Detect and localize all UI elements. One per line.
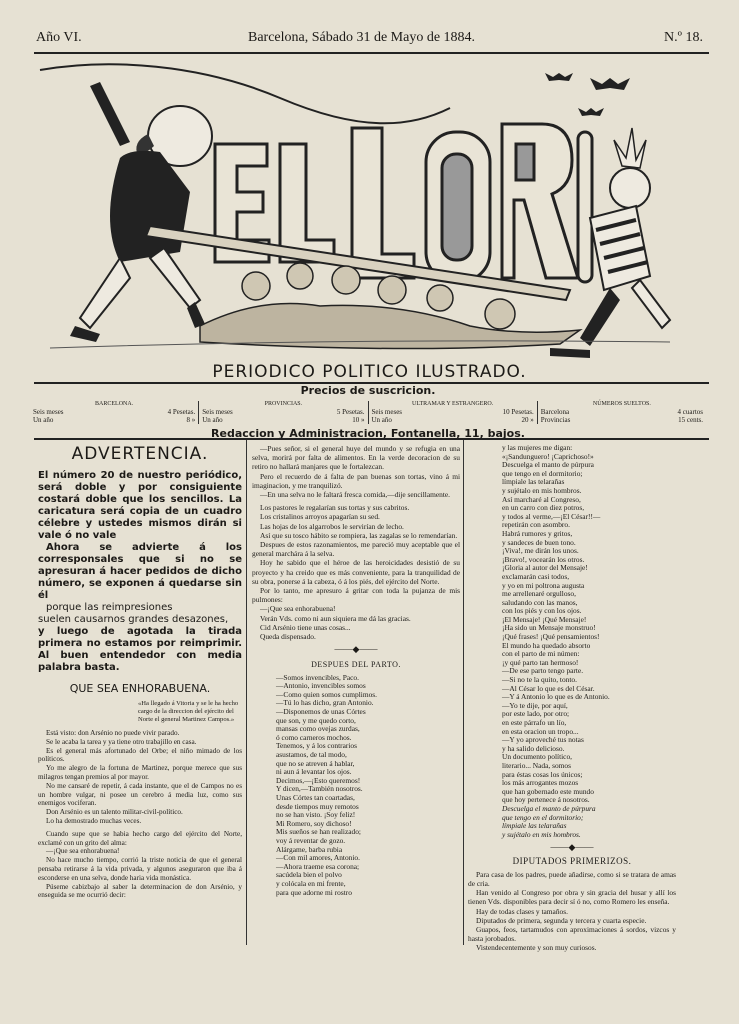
address-line: Redaccion y Administracion, Fontanella, 11, bajos.: [211, 427, 525, 440]
parrot-man-figure: [70, 82, 212, 342]
subscription-col-sueltos: NÚMEROS SUELTOS. Barcelona 4 cuartos Provincias 15 cents.: [540, 401, 703, 424]
crushed-figures: [200, 263, 580, 349]
diputados-heading: DIPUTADOS PRIMERIZOS.: [512, 855, 632, 866]
ornament-divider-icon: ——◆——: [334, 644, 378, 655]
bat-icon: [578, 108, 604, 116]
masthead-title-hidden: EL LORO: [318, 276, 323, 277]
column-divider: [463, 440, 464, 945]
issue-number: N.º 18.: [664, 30, 703, 45]
column-2: —Pues señor, si el general huye del mundo y se refugia en una selva, morirá por falta de alimentos. En la verde decoracion de su retiro no hallará manjares que le fortalezcan. Pero el recuerdo de á falta de pan buenas son tortas, vino á mi imaginacion, y me tranquilizó. —En una selva no le faltará fresca comida,—dije sencillamente. Los pastores le regalarían sus tortas y sus cabritos. Los cristalinos arroyos apagarían su sed. Las hojas de los algarrobos le servirían de lecho. Así que su tosco hábito se rompiera, las zagalas se lo remendarían. Despues de estos razonamientos, me pareció muy aceptable que el general marchára á la selva. Hoy he sabido que el héroe de las heroicidades desistió de su proyecto y ha creido que es más conveniente, para la tranquilidad de su obra, ponerse á la cabeza, ó á los piés, del ejército del Norte. Por lo tanto, me apresuro á gritar con toda la pujanza de mis pulmones: —¡Que sea enhorabuena! Verán Vds. como ni aun siquiera me dá las gracias. Cid Arsénio tiene unas cosas... Queda dispensado. ——◆—— DESPUES DEL PARTO. —Somos invencibles, Paco. —Antonio, invencibles somos —Como quien somos cumplimos. —Tú lo has dicho, gran Antonio. —Disponemos de unas Córtes que son, y me quedo corto, mansas como ovejas zurdas, ó como carneros mochos. Tenemos, y á los contrarios asustamos, de tal modo, que no se atreven á hablar, ni aun á levantar los ojos. Decimos,—¡Esto queremos! Y dicen,—También nosotros. Unas Córtes tan coartadas, desde tiempos muy remotos no se han visto. ¡Soy feliz! Mi Romero, soy dichoso! Mis sueños se han realizado; voy á reventar de gozo. Alárgame, barba rubia —Con mil amores, Antonio. —Ahora traeme esa corona; sacúdela bien el polvo y colócala en mi frente, para que adorne mi rostro: [252, 444, 460, 897]
header-rule: [34, 52, 709, 54]
article-epigraph: «Ha llegado á Vitoria y se le ha hecho cargo de la direccion del ejército del Norte el general Martinez Campos.»: [138, 700, 239, 723]
article-heading: QUE SEA ENHORABUENA.: [69, 682, 211, 695]
subscription-col-provincias: PROVINCIAS. Seis meses 5 Pesetas. Un año 10 »: [199, 401, 368, 424]
subscription-col-barcelona: BARCELONA. Seis meses 4 Pesetas. Un año 8 »: [30, 401, 199, 424]
column-divider: [246, 440, 247, 945]
header-line: [36, 30, 703, 52]
subscription-col-ultramar: ULTRAMAR Y ESTRANGERO. Seis meses 10 Pesetas. Un año 20 »: [369, 401, 538, 424]
masthead-illustration: [30, 58, 690, 363]
subscription-title: Precios de suscricion.: [300, 384, 436, 397]
poem-heading: DESPUES DEL PARTO.: [311, 660, 401, 670]
poem-continuation: y las mujeres me digan: «¡Sandunguero! ¡Caprichoso!» Descuelga el manto de púrpura que tengo en el dormitorio; límpiale las telarañas y sujétalo en mis hombros. Así marcharé al Congreso, en un carro con diez potros, y todos al verme,—¡El César!!— repetirán con asombro. Habrá rumores y gritos, y sandeces de buen tono. ¡Viva!, me dirán los unos. ¡Bravo!, vocearán los otros. ¡Gloria al autor del Mensaje! exclamarán casi todos, y yo en mi poltrona augusta me arrellenaré orgulloso, saludando con las manos, con los piés y con los ojos. ¡El Mensaje! ¡Qué Mensaje! ¡Ha sido un Mensaje monstruo! ¡Qué frases! ¡Qué pensamientos! El mundo ha quedado absorto con el parto de mi númen: ¡y qué parto tan hermoso! —De ese parto tengo parte. —Si no te la quito, tonto. —Al César lo que es del César. —Y á Antonio lo que es de Antonio. —Yo te dije, por aquí, por este lado, por otro; en este párrafo un lío, en esta oracion un tropo... —Y yo aproveché tus notas y ha salido delicioso. Un documento político, literario... Nada, somos para éstas cosas los únicos; los más arrogantes mozos que han gobernado este mundo que hoy pertenece á nosotros. Descuelga el manto de púrpura que tengo en el dormitorio; límpiale las telarañas y sujétalo en mis hombros.: [502, 443, 610, 839]
article-body: Está visto: don Arsénio no puede vivir parado. Se le acaba la tarea y ya tiene otro trabajillo en casa. Es el general más afortunado del Orbe; el niño mimado de los políticos. Yo me alegro de la fortuna de Martinez, porque merece que sus milagros tengan premios al por mayor. No me cansaré de repetir, á cada instante, que el de Campos no es un hombre vulgar, ni posee un cerebro á media luz, como sus enemigos vociferan. Don Arsénio es un talento militar-civil-político. Lo ha demostrado muchas veces. Cuando supe que se habia hecho cargo del ejército del Norte, exclamé con un grito del alma: —¡Que sea enhorabuena! No hace mucho tiempo, corrió la triste noticia de que el general pensaba retirarse á la vida privada, y algunos aseguraron que iba á esconderse en una selva, donde haria vida monástica. Púseme cabizbajo al saber la determinacion de don Arsénio, y enseguida se me ocurrió decir:: [38, 729, 242, 900]
dateline: Barcelona, Sábado 31 de Mayo de 1884.: [248, 30, 476, 45]
bat-icon: [545, 73, 573, 81]
ornament-divider-icon: ——◆——: [550, 842, 594, 853]
poem-body: —Somos invencibles, Paco. —Antonio, invencibles somos —Como quien somos cumplimos. —Tú lo has dicho, gran Antonio. —Disponemos de unas Córtes que son, y me quedo corto, mansas como ovejas zurdas, ó como carneros mochos. Tenemos, y á los contrarios asustamos, de tal modo, que no se atreven á hablar, ni aun á levantar los ojos. Decimos,—¡Esto queremos! Y dicen,—También nosotros. Unas Córtes tan coartadas, desde tiempos muy remotos no se han visto. ¡Soy feliz! Mi Romero, soy dichoso! Mis sueños se han realizado; voy á reventar de gozo. Alárgame, barba rubia —Con mil amores, Antonio. —Ahora traeme esa corona; sacúdela bien el polvo y colócala en mi frente, para que adorne mi rostro: [276, 672, 378, 897]
subscription-box: [30, 384, 706, 440]
issue-year: Año VI.: [36, 30, 82, 45]
masthead-subtitle: PERIODICO POLITICO ILUSTRADO.: [212, 362, 527, 382]
column-1: [38, 444, 242, 900]
advertencia-heading: ADVERTENCIA.: [71, 444, 209, 464]
column-3: y las mujeres me digan: «¡Sandunguero! ¡Caprichoso!» Descuelga el manto de púrpura que tengo en el dormitorio; límpiale las telarañas y sujétalo en mis hombros. Así marcharé al Congreso, en un carro con diez potros, y todos al verme,—¡El César!!— repetirán con asombro. Habrá rumores y gritos, y sandeces de buen tono. ¡Viva!, me dirán los unos. ¡Bravo!, vocearán los otros. ¡Gloria al autor del Mensaje! exclamarán casi todos, y yo en mi poltrona augusta me arrellenaré orgulloso, saludando con las manos, con los piés y con los ojos. ¡El Mensaje! ¡Qué Mensaje! ¡Ha sido un Mensaje monstruo! ¡Qué frases! ¡Qué pensamientos! El mundo ha quedado absorto con el parto de mi númen: ¡y qué parto tan hermoso! —De ese parto tengo parte. —Si no te la quito, tonto. —Al César lo que es del César. —Y á Antonio lo que es de Antonio. —Yo te dije, por aquí, por este lado, por otro; en este párrafo un lío, en esta oracion un tropo... —Y yo aproveché tus notas y ha salido delicioso. Un documento político, literario... Nada, somos para éstas cosas los únicos; los más arrogantes mozos que han gobernado este mundo que hoy pertenece á nosotros. Descuelga el manto de púrpura que tengo en el dormitorio; límpiale las telarañas y sujétalo en mis hombros. ——◆—— DIPUTADOS PRIMERIZOS. Para casa de los padres, puede añadirse, como si se tratara de amas de cria. Han venido al Congreso por obra y sin gracia del husar y allí los tienen Vds. disponibles para decir sí ó no, como Romero les enseña. Hay de todas clases y tamaños. Diputados de primera, segunda y tercera y cuarta especie. Guapos, feos, tartamudos con aproximaciones á sordos, vizcos y hasta jorobados. Vistendecentemente y son muy curiosos.: [468, 443, 676, 953]
advertencia-block: El número 20 de nuestro periódico, será doble y por consiguiente costará doble que los sencillos. La caricatura será copia de un cuadro célebre y ustedes mismos dirán si vale ó no vale Ahora se advierte á los corresponsales que si no se apresuran á hacer pedidos de dicho número, se exponen á quedarse sin él porque las reimpresiones suelen causarnos grandes desazones, y luego de agotada la tirada primera no estamos por reimprimir. Al buen entendedor con media palabra basta.: [38, 470, 242, 673]
bat-icon: [590, 78, 630, 90]
address-rule: [34, 438, 709, 440]
masthead-title-letters: [215, 124, 592, 282]
